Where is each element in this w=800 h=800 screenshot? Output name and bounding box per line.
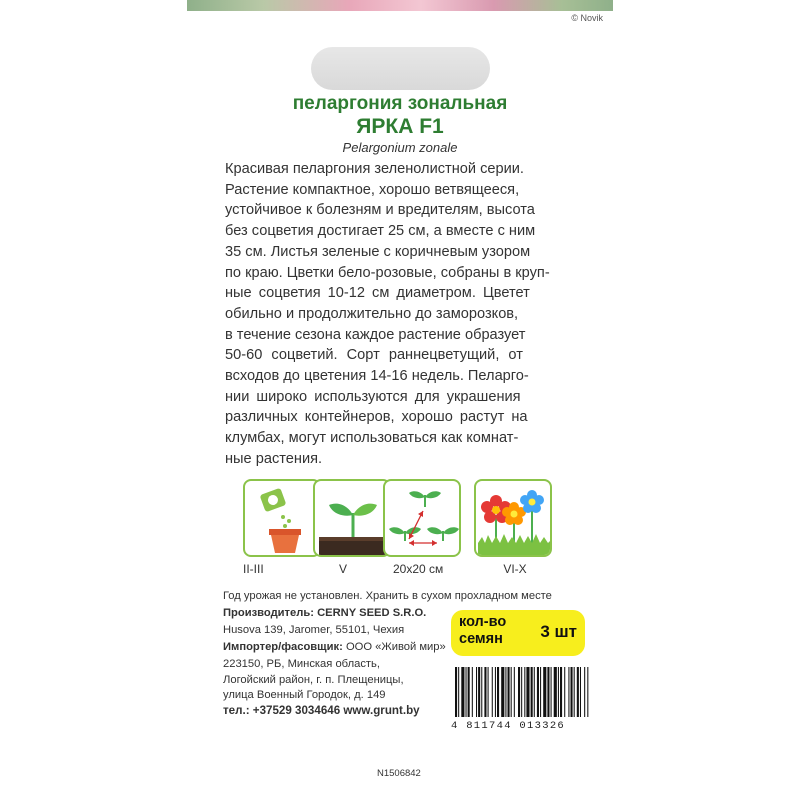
barcode-bar bbox=[580, 667, 581, 717]
product-code: N1506842 bbox=[377, 768, 421, 779]
barcode-bar bbox=[505, 667, 506, 717]
description-line: обильно и продолжительно до заморозков, bbox=[225, 305, 519, 322]
barcode-bar bbox=[478, 667, 480, 717]
barcode-bar bbox=[484, 667, 486, 717]
barcode-bar bbox=[488, 667, 489, 717]
storage-note: Год урожая не установлен. Хранить в сухом прохладном месте bbox=[223, 590, 552, 602]
barcode-bar bbox=[476, 667, 477, 717]
description-line: ные соцветия 10-12 см диаметром. Цветет bbox=[225, 285, 530, 302]
planting-spacing-icon bbox=[383, 479, 461, 557]
barcode-number: 4 811744 013326 bbox=[451, 720, 566, 732]
seed-packet-back bbox=[187, 0, 613, 800]
barcode-bar bbox=[511, 667, 512, 717]
description-line: всходов до цветения 14-16 недель. Пеларго- bbox=[225, 368, 529, 385]
barcode-bar bbox=[455, 667, 457, 717]
variety-name: ЯРКА F1 bbox=[356, 115, 444, 138]
barcode-bar bbox=[521, 667, 522, 717]
importer-address-line: Логойский район, г. п. Плещеницы, bbox=[223, 674, 404, 686]
description-line: 35 см. Листья зеленые с коричневым узором bbox=[225, 243, 531, 260]
barcode-bar bbox=[540, 667, 541, 717]
barcode-bar bbox=[554, 667, 557, 717]
barcode-bar bbox=[497, 667, 499, 717]
icon-label: 20x20 см bbox=[393, 562, 444, 576]
barcode-bar bbox=[472, 667, 473, 717]
description-line: нии широко используются для украшения bbox=[225, 388, 521, 405]
flower-photo-strip bbox=[187, 0, 613, 11]
barcode-bar bbox=[534, 667, 535, 717]
description-line: устойчивое к болезням и вредителям, высота bbox=[225, 202, 535, 219]
importer-name: ООО «Живой мир» bbox=[345, 641, 446, 653]
description-line: по краю. Цветки бело-розовые, собраны в круп- bbox=[225, 264, 550, 281]
latin-name: Pelargonium zonale bbox=[342, 140, 458, 155]
sowing-pot-icon bbox=[243, 479, 321, 557]
product-title: пеларгония зональная bbox=[292, 93, 508, 114]
barcode-bar bbox=[466, 667, 467, 717]
importer-address-line: 223150, РБ, Минская область, bbox=[223, 658, 380, 670]
contact-line: тел.: +37529 3034646 www.grunt.by bbox=[223, 704, 420, 717]
barcode-bar bbox=[584, 667, 585, 717]
manufacturer-line bbox=[223, 607, 426, 619]
barcode-bar bbox=[514, 667, 515, 717]
barcode-bar bbox=[571, 667, 573, 717]
barcode-bar bbox=[524, 667, 525, 717]
hanger-hole bbox=[311, 47, 490, 90]
barcode-bar bbox=[495, 667, 496, 717]
barcode-bar bbox=[501, 667, 504, 717]
description-line: клумбах, могут использоваться как комнат- bbox=[225, 430, 519, 447]
description-line: Красивая пеларгония зеленолистной серии. bbox=[225, 161, 524, 177]
copyright-note: © Novik bbox=[571, 13, 603, 23]
icon-label: V bbox=[338, 562, 347, 576]
barcode-bar bbox=[577, 667, 579, 717]
manufacturer-name: CERNY SEED S.R.O. bbox=[317, 607, 427, 619]
description-line: ные растения. bbox=[225, 450, 323, 467]
seed-count-badge bbox=[451, 610, 585, 656]
barcode-bar bbox=[551, 667, 552, 717]
barcode-bar bbox=[560, 667, 562, 717]
barcode-bar bbox=[568, 667, 569, 717]
importer-address-line: улица Военный Городок, д. 149 bbox=[223, 689, 386, 701]
barcode-bar bbox=[526, 667, 529, 717]
barcode bbox=[451, 667, 593, 717]
barcode-bar bbox=[468, 667, 470, 717]
description-line: 50-60 соцветий. Сорт раннецветущий, от bbox=[225, 347, 523, 364]
importer-line bbox=[223, 641, 446, 653]
badge-value: 3 шт bbox=[540, 622, 577, 641]
barcode-bar bbox=[574, 667, 575, 717]
description-line: без соцветия достигает 25 см, а вместе с ним bbox=[225, 223, 536, 240]
barcode-bar bbox=[531, 667, 533, 717]
barcode-bar bbox=[543, 667, 546, 717]
barcode-bar bbox=[564, 667, 565, 717]
barcode-bar bbox=[481, 667, 482, 717]
barcode-bar bbox=[492, 667, 493, 717]
barcode-bar bbox=[558, 667, 559, 717]
barcode-bar bbox=[458, 667, 459, 717]
importer-label: Импортер/фасовщик: bbox=[223, 641, 343, 653]
description-line: в течение сезона каждое растение образует bbox=[225, 326, 526, 343]
manufacturer-address: Husova 139, Jaromer, 55101, Чехия bbox=[223, 624, 405, 636]
seedling-icon bbox=[313, 479, 391, 557]
barcode-bar bbox=[518, 667, 520, 717]
icon-label: II-III bbox=[243, 562, 264, 576]
barcode-bar bbox=[461, 667, 464, 717]
barcode-bar bbox=[508, 667, 510, 717]
barcode-bar bbox=[537, 667, 539, 717]
badge-label-line: семян bbox=[459, 631, 503, 647]
manufacturer-label: Производитель: bbox=[223, 607, 314, 619]
icon-label: VI-X bbox=[503, 562, 527, 576]
description-line: Растение компактное, хорошо ветвящееся, bbox=[225, 181, 520, 198]
flowers-icon bbox=[474, 479, 552, 557]
description bbox=[225, 159, 575, 470]
badge-label bbox=[459, 614, 506, 648]
barcode-bar bbox=[587, 667, 588, 717]
description-line: различных контейнеров, хорошо растут на bbox=[225, 409, 528, 426]
barcode-bar bbox=[547, 667, 549, 717]
badge-label-line: кол-во bbox=[459, 614, 507, 630]
